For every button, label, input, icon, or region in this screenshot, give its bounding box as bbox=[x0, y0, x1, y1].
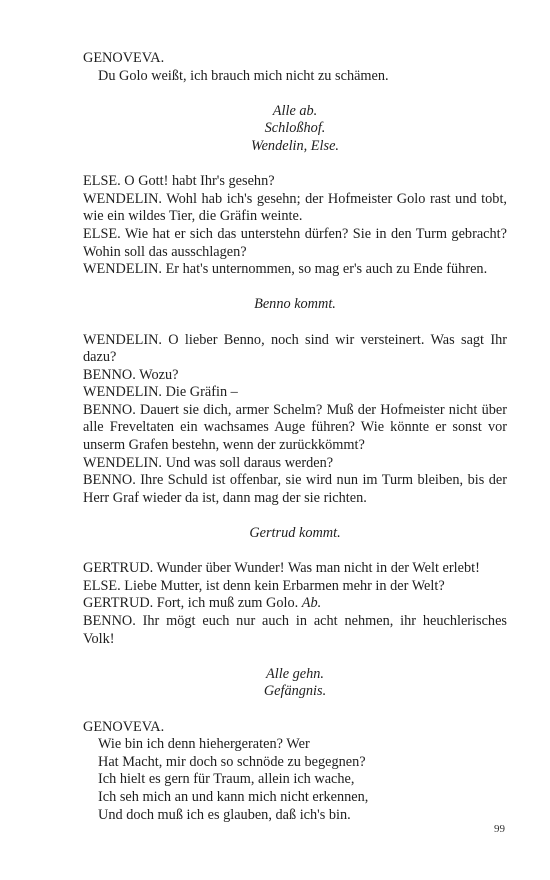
inline-stage-direction: Ab. bbox=[301, 595, 322, 612]
dialogue-paragraph: ELSE. O Gott! habt Ihr's gesehn? bbox=[83, 173, 275, 190]
dialogue-paragraph: BENNO. Wozu? bbox=[83, 366, 179, 383]
blank-line bbox=[83, 543, 507, 561]
stage-direction: Gertrud kommt. bbox=[249, 525, 341, 542]
dialogue-paragraph: WENDELIN. Und was soll daraus werden? bbox=[83, 454, 334, 471]
blank-line bbox=[83, 156, 507, 174]
dialogue-text: GERTRUD. Fort, ich muß zum Golo. bbox=[83, 595, 302, 612]
stage-direction: Benno kommt. bbox=[254, 296, 336, 313]
dialogue-paragraph: BENNO. Dauert sie dich, armer Schelm? Muß der Hofmeister nicht über alle Freveltaten ein wachsames Auge führen? Wie könnte er sonst vor unserm Grafen bestehn, wenn der zurückkömmt? bbox=[83, 401, 507, 454]
speaker-name: GENOVEVA. bbox=[83, 718, 165, 735]
dialogue-paragraph: WENDELIN. Die Gräfin – bbox=[83, 384, 238, 401]
verse-line: Und doch muß ich es glauben, daß ich's bin. bbox=[98, 806, 351, 823]
dialogue-paragraph: ELSE. Wie hat er sich das unterstehn dürfen? Sie in den Turm gebracht? Wohin soll das ausschlagen? bbox=[83, 225, 507, 260]
dialogue-paragraph: WENDELIN. O lieber Benno, noch sind wir versteinert. Was sagt Ihr dazu? bbox=[83, 331, 507, 366]
stage-direction: Schloßhof. bbox=[264, 120, 326, 137]
blank-line bbox=[83, 648, 507, 666]
page-number: 99 bbox=[494, 823, 505, 835]
dialogue-paragraph: GERTRUD. Wunder über Wunder! Was man nicht in der Welt erlebt! bbox=[83, 560, 480, 577]
blank-line bbox=[83, 314, 507, 332]
page-body bbox=[83, 50, 507, 824]
dialogue-paragraph: WENDELIN. Wohl hab ich's gesehn; der Hofmeister Golo rast und tobt, wie ein wildes Tier, die Gräfin weinte. bbox=[83, 190, 507, 225]
dialogue-paragraph: ELSE. Liebe Mutter, ist denn kein Erbarmen mehr in der Welt? bbox=[83, 577, 445, 594]
stage-direction: Wendelin, Else. bbox=[250, 137, 339, 154]
blank-line bbox=[83, 701, 507, 719]
stage-direction: Alle gehn. bbox=[266, 665, 324, 682]
stage-direction: Alle ab. bbox=[272, 102, 318, 119]
stage-direction: Gefängnis. bbox=[263, 683, 327, 700]
dialogue-paragraph bbox=[83, 595, 507, 613]
dialogue-paragraph: WENDELIN. Er hat's unternommen, so mag er's auch zu Ende führen. bbox=[83, 261, 488, 278]
verse-line: Wie bin ich denn hiehergeraten? Wer bbox=[98, 736, 310, 753]
verse-line: Ich hielt es gern für Traum, allein ich wache, bbox=[98, 771, 355, 788]
blank-line bbox=[83, 85, 507, 103]
verse-line: Hat Macht, mir doch so schnöde zu begegnen? bbox=[98, 753, 366, 770]
verse-line: Ich seh mich an und kann mich nicht erkennen, bbox=[98, 788, 369, 805]
dialogue-paragraph: BENNO. Ihre Schuld ist offenbar, sie wird nun im Turm bleiben, bis der Herr Graf wieder da ist, dann mag der sie richten. bbox=[83, 472, 507, 506]
speaker-name: GENOVEVA. bbox=[83, 50, 165, 66]
dialogue-paragraph: BENNO. Ihr mögt euch nur auch in acht nehmen, ihr heuchlerisches Volk! bbox=[83, 613, 507, 647]
verse-line: Du Golo weißt, ich brauch mich nicht zu schämen. bbox=[98, 67, 389, 84]
blank-line bbox=[83, 279, 507, 297]
blank-line bbox=[83, 507, 507, 525]
